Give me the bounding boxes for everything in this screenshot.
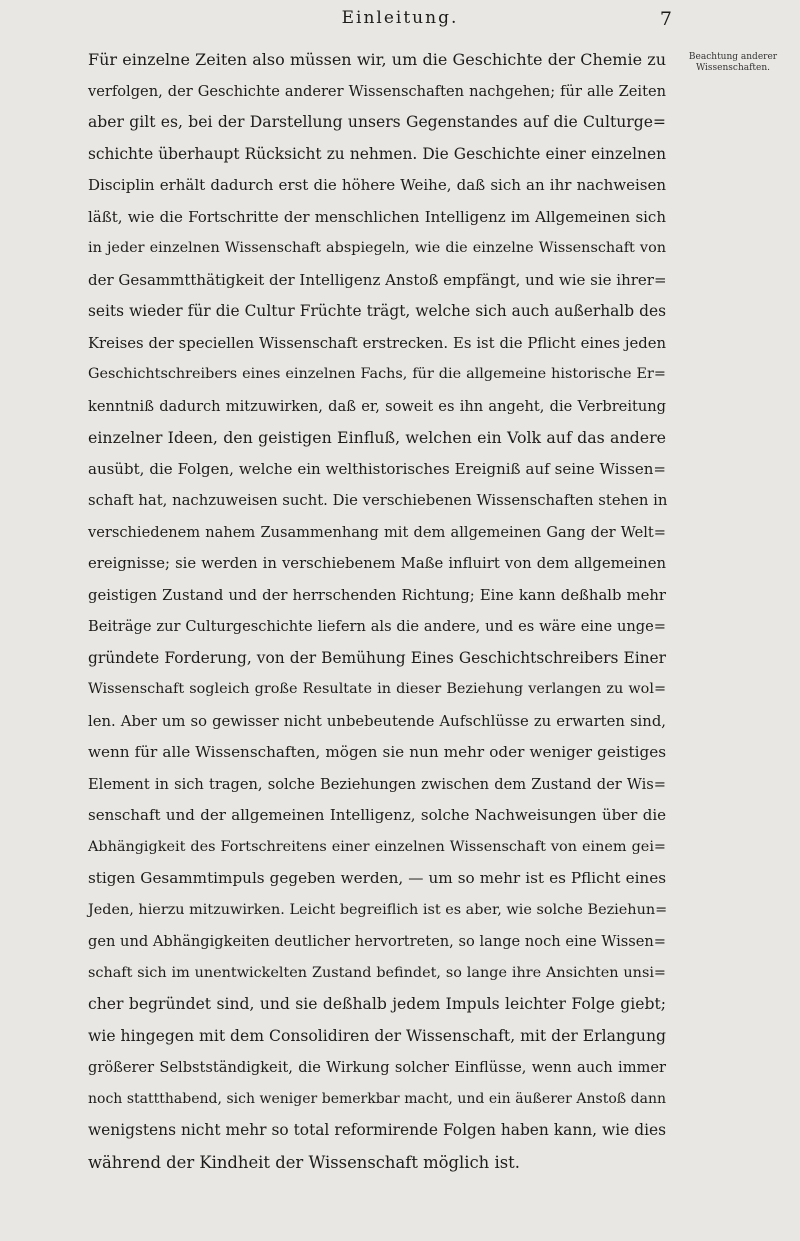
text-line: während der Kindheit der Wissenschaft möglich ist.	[88, 1152, 520, 1172]
text-line: seits wieder für die Cultur Früchte trägt, welche sich auch außerhalb des	[88, 302, 666, 320]
text-line: der Gesammtthätigkeit der Intelligenz Anstoß empfängt, und wie sie ihrer=	[88, 270, 667, 289]
text-line: verschiedenem nahem Zusammenhang mit dem allgemeinen Gang der Welt=	[88, 523, 666, 541]
text-line: in jeder einzelnen Wissenschaft abspiegeln, wie die einzelne Wissenschaft von	[88, 240, 666, 256]
text-line: len. Aber um so gewisser nicht unbebeutende Aufschlüsse zu erwarten sind,	[88, 712, 666, 730]
text-line: läßt, wie die Fortschritte der menschlichen Intelligenz im Allgemeinen sich	[88, 207, 666, 226]
margin-note-line: Wissenschaften.	[695, 63, 771, 73]
running-head-title: Einleitung.	[341, 8, 459, 28]
text-line: wie hingegen mit dem Consolidiren der Wissenschaft, mit der Erlangung	[88, 1026, 666, 1045]
text-line: ereignisse; sie werden in verschiebenem Maße influirt von dem allgemeinen	[88, 555, 666, 572]
text-line: schaft sich im unentwickelten Zustand befindet, so lange ihre Ansichten unsi=	[88, 964, 666, 981]
text-line: stigen Gesammtimpuls gegeben werden, — um so mehr ist es Pflicht eines	[88, 869, 666, 887]
text-line: gen und Abhängigkeiten deutlicher hervortreten, so lange noch eine Wissen=	[88, 933, 666, 950]
text-line: schichte überhaupt Rücksicht zu nehmen. Die Geschichte einer einzelnen	[88, 144, 666, 163]
text-line: Kreises der speciellen Wissenschaft erstrecken. Es ist die Pflicht eines jeden	[88, 334, 666, 352]
text-line: verfolgen, der Geschichte anderer Wissenschaften nachgehen; für alle Zeiten	[88, 82, 666, 100]
text-line: Für einzelne Zeiten also müssen wir, um die Geschichte der Chemie zu	[88, 50, 666, 69]
text-line: ausübt, die Folgen, welche ein welthistorisches Ereigniß auf seine Wissen=	[88, 459, 666, 478]
text-line: schaft hat, nachzuweisen sucht. Die verschiebenen Wissenschaften stehen in	[88, 492, 668, 509]
running-head	[0, 8, 800, 38]
text-line: kenntniß dadurch mitzuwirken, daß er, soweit es ihn angeht, die Verbreitung	[88, 397, 666, 415]
page-number: 7	[659, 8, 672, 30]
text-line: aber gilt es, bei der Darstellung unsers Gegenstandes auf die Culturge=	[88, 113, 666, 131]
text-line: Geschichtschreibers eines einzelnen Fachs, für die allgemeine historische Er=	[88, 366, 666, 382]
text-line: wenn für alle Wissenschaften, mögen sie nun mehr oder weniger geistiges	[88, 743, 666, 761]
text-line: geistigen Zustand und der herrschenden Richtung; Eine kann deßhalb mehr	[88, 586, 666, 604]
text-line: wenigstens nicht mehr so total reformirende Folgen haben kann, wie dies	[88, 1121, 666, 1139]
margin-note-line: Beachtung anderer	[688, 52, 778, 62]
text-line: noch stattthabend, sich weniger bemerkbar macht, und ein äußerer Anstoß dann	[88, 1090, 666, 1107]
text-line: Wissenschaft sogleich große Resultate in dieser Beziehung verlangen zu wol=	[88, 681, 666, 697]
text-line: Disciplin erhält dadurch erst die höhere Weihe, daß sich an ihr nachweisen	[88, 176, 666, 194]
text-line: Beiträge zur Culturgeschichte liefern als die andere, und es wäre eine unge=	[88, 618, 666, 635]
text-line: Element in sich tragen, solche Beziehungen zwischen dem Zustand der Wis=	[88, 775, 666, 793]
text-line: größerer Selbstständigkeit, die Wirkung solcher Einflüsse, wenn auch immer	[88, 1059, 666, 1076]
text-line: einzelner Ideen, den geistigen Einfluß, welchen ein Volk auf das andere	[88, 428, 666, 447]
text-line: senschaft und der allgemeinen Intelligenz, solche Nachweisungen über die	[88, 806, 666, 824]
text-line: gründete Forderung, von der Bemühung Eines Geschichtschreibers Einer	[88, 648, 666, 667]
text-line: Abhängigkeit des Fortschreitens einer einzelnen Wissenschaft von einem gei=	[88, 838, 666, 855]
text-line: Jeden, hierzu mitzuwirken. Leicht begreiflich ist es aber, wie solche Beziehun=	[88, 901, 668, 918]
text-line: cher begründet sind, und sie deßhalb jedem Impuls leichter Folge giebt;	[88, 995, 666, 1013]
body-paragraph	[88, 44, 666, 1178]
margin-note	[672, 52, 794, 74]
